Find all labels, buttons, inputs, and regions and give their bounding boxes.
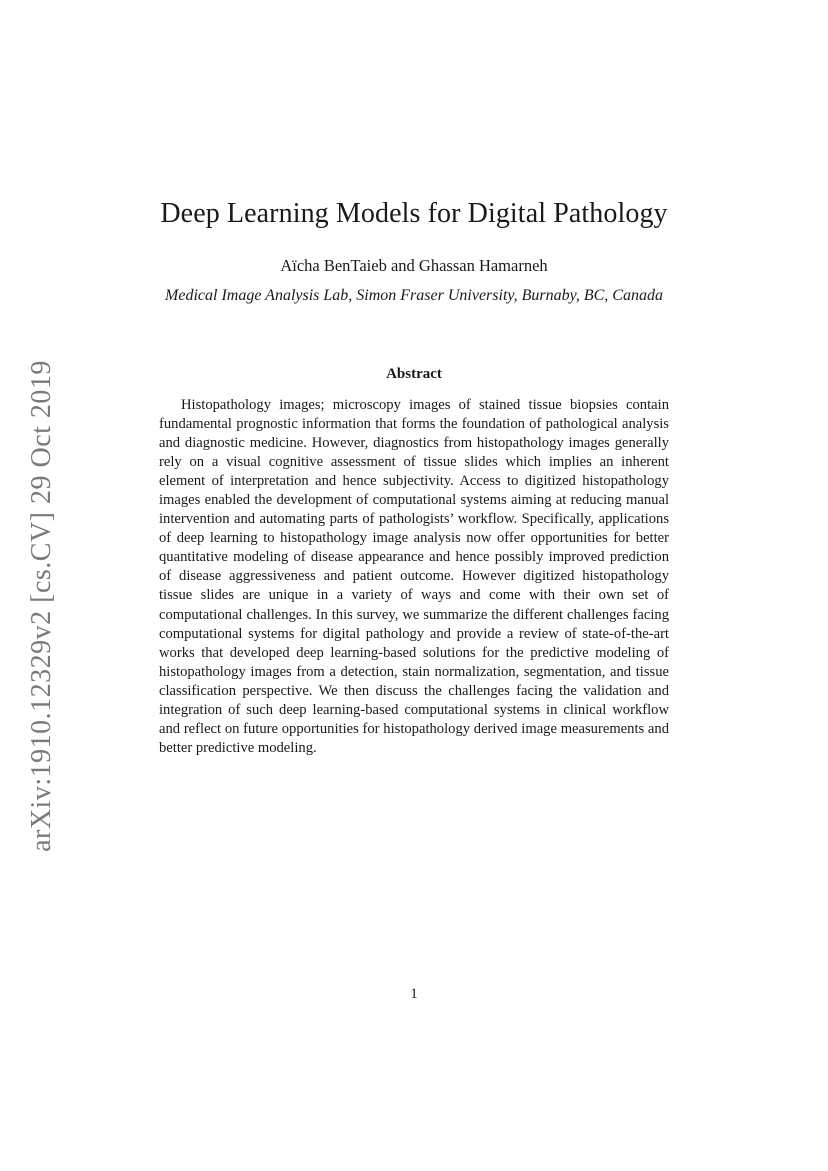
page-number: 1 — [410, 986, 418, 1002]
paper-title: Deep Learning Models for Digital Pathology — [160, 198, 668, 229]
abstract-heading: Abstract — [386, 366, 442, 382]
abstract-text: Histopathology images; microscopy images of stained tissue biopsies contain fundamental prognostic information that forms the foundation of pathological analysis and diagnostic medicine. However, diagnostics from histopathology images generally rely on a visual cognitive assessment of tissue slides which implies an inherent element of interpretation and hence subjectivity. Access to digitized histopathology images enabled the development of computational systems aiming at reducing manual intervention and automating parts of pathologists’ workflow. Specifically, applications of deep learning to histopathology image analysis now offer opportunities for better quantitative modeling of disease appearance and hence possibly improved prediction of disease aggressiveness and patient outcome. However digitized histopathology tissue slides are unique in a variety of ways and come with their own set of computational challenges. In this survey, we summarize the different challenges facing computational systems for digital pathology and provide a review of state-of-the-art works that developed deep learning-based solutions for the predictive modeling of histopathology images from a detection, stain normalization, segmentation, and tissue classification perspective. We then discuss the challenges facing the validation and integration of such deep learning-based computational systems in clinical workflow and reflect on future opportunities for histopathology derived image measurements and better predictive modeling. — [159, 397, 669, 756]
paper-authors: Aïcha BenTaieb and Ghassan Hamarneh — [280, 256, 548, 275]
author-affiliation: Medical Image Analysis Lab, Simon Fraser University, Burnaby, BC, Canada — [165, 287, 663, 304]
arxiv-identifier-stamp: arXiv:1910.12329v2 [cs.CV] 29 Oct 2019 — [26, 360, 57, 852]
